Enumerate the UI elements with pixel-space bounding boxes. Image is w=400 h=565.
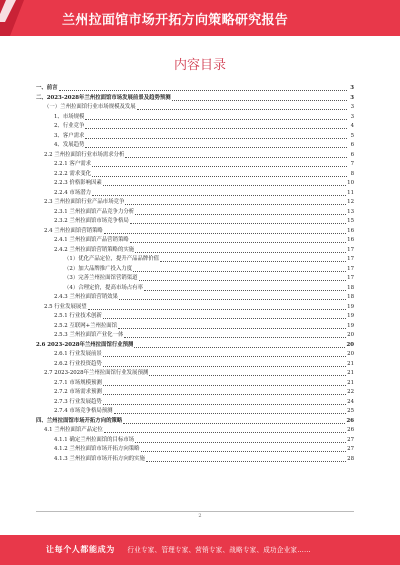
toc-entry[interactable] <box>36 379 354 389</box>
toc-entry[interactable] <box>36 265 354 275</box>
toc-leader-dots <box>104 233 346 234</box>
toc-entry-page: 3 <box>350 85 354 91</box>
toc-leader-dots <box>125 204 346 205</box>
toc-entry[interactable] <box>36 341 354 351</box>
toc-entry-title: 2.2.2 需求变化 <box>54 170 91 177</box>
toc-entry-title: 二、2023-2028年兰州拉面馆市场发展前景及趋势预测 <box>36 94 171 101</box>
toc-leader-dots <box>85 128 347 129</box>
toc-entry-title: 2.3.1 兰州拉面馆产品竞争力分析 <box>54 208 135 215</box>
toc-leader-dots <box>141 451 347 452</box>
toc-leader-dots <box>59 90 347 91</box>
toc-entry-page: 21 <box>347 379 354 386</box>
toc-leader-dots <box>92 176 347 177</box>
toc-entry-title: 2.5.3 兰州拉面馆产业化一体 <box>54 332 124 338</box>
toc-entry-page: 20 <box>347 351 354 357</box>
toc-entry-title: 2.2 兰州拉面馆行业市场需求分析 <box>44 151 125 158</box>
toc-leader-dots <box>123 423 345 424</box>
toc-entry-page: 17 <box>347 265 354 272</box>
page-number: 2 <box>198 513 202 519</box>
toc-entry-title: 2.4.1 兰州拉面馆产品营销策略 <box>54 237 129 243</box>
toc-leader-dots <box>130 223 346 224</box>
toc-entry-page: 17 <box>347 256 354 262</box>
toc-entry-page: 20 <box>347 332 354 338</box>
toc-entry[interactable] <box>36 322 354 332</box>
toc-entry-title: （4）合理定价，提高市场占有率 <box>64 284 143 291</box>
toc-leader-dots <box>139 280 347 281</box>
toc-entry-title: 4、发展趋势 <box>54 142 85 148</box>
toc-entry-title: 2.4 兰州拉面馆营销策略 <box>44 227 103 234</box>
toc-entry-title: 2.6.2 行业投资趋势 <box>54 360 102 367</box>
toc-entry-title: 2.6 2023-2028年兰州拉面馆行业预测 <box>36 341 134 348</box>
toc-entry-title: 3、客户需求 <box>54 132 85 139</box>
toc-leader-dots <box>144 290 346 291</box>
toc-entry-page: 16 <box>347 237 354 243</box>
footer-lead: 让每个人都能成为 <box>46 545 115 554</box>
toc-entry[interactable] <box>36 360 354 370</box>
toc-entry[interactable] <box>36 445 354 455</box>
toc-leader-dots <box>85 138 347 139</box>
report-title: 兰州拉面馆市场开拓方向策略研究报告 <box>62 13 289 28</box>
toc-entry[interactable] <box>36 274 354 284</box>
toc-entry-page: 17 <box>347 246 354 253</box>
toc-entry-page: 16 <box>347 227 354 234</box>
toc-entry-page: 21 <box>347 360 354 367</box>
toc-leader-dots <box>88 309 347 310</box>
toc-leader-dots <box>103 394 346 395</box>
toc-entry-page: 3 <box>350 113 354 120</box>
toc-entry[interactable] <box>36 350 354 360</box>
toc-entry[interactable] <box>36 84 354 94</box>
toc-entry-page: 18 <box>347 294 354 300</box>
toc-entry[interactable] <box>36 246 354 256</box>
toc-entry[interactable] <box>36 103 354 113</box>
toc-entry-title: 一、前言 <box>36 85 58 91</box>
toc-entry-title: 2.5 行业发展展望 <box>44 303 87 310</box>
toc-entry-page: 26 <box>346 417 354 424</box>
toc-entry-title: 2.7.1 市场规模预测 <box>54 379 102 386</box>
toc-leader-dots <box>160 261 346 262</box>
toc-entry[interactable] <box>36 160 354 170</box>
toc-leader-dots <box>119 299 346 300</box>
toc-entry-title: （2）加大品牌推广投入力度 <box>64 265 133 272</box>
toc-entry-page: 21 <box>347 370 354 376</box>
toc-entry-page: 6 <box>350 151 354 158</box>
table-of-contents <box>36 84 354 464</box>
toc-leader-dots <box>85 119 347 120</box>
toc-entry[interactable] <box>36 388 354 398</box>
toc-leader-dots <box>114 413 347 414</box>
corner-decoration-icon <box>0 0 34 36</box>
toc-entry[interactable] <box>36 436 354 446</box>
toc-entry[interactable] <box>36 312 354 322</box>
toc-entry-page: 22 <box>347 389 354 395</box>
toc-entry[interactable] <box>36 179 354 189</box>
toc-entry-title: 四、兰州拉面馆市场开拓方向的策略 <box>36 417 123 424</box>
toc-entry-title: 2.3.2 兰州拉面馆市场竞争格局 <box>54 218 129 224</box>
toc-entry[interactable] <box>36 303 354 313</box>
toc-leader-dots <box>103 385 346 386</box>
toc-entry[interactable] <box>36 198 354 208</box>
toc-entry[interactable] <box>36 113 354 123</box>
toc-entry-page: 27 <box>347 446 354 452</box>
toc-leader-dots <box>103 318 346 319</box>
toc-entry-title: 2.7.3 行业发展趋势 <box>54 398 102 405</box>
toc-entry[interactable] <box>36 208 354 218</box>
toc-entry-title: 2.4.3 兰州拉面馆营销效果 <box>54 294 118 300</box>
toc-entry-title: 2.5.2 互联网+兰州拉面馆 <box>54 322 118 329</box>
toc-entry[interactable] <box>36 284 354 294</box>
toc-leader-dots <box>149 375 346 376</box>
toc-entry-page: 26 <box>347 427 354 433</box>
toc-entry[interactable] <box>36 141 354 151</box>
toc-leader-dots <box>135 214 346 215</box>
toc-leader-dots <box>135 252 346 253</box>
toc-entry-page: 4 <box>350 123 354 129</box>
toc-entry-title: 2.7.4 市场竞争格局预测 <box>54 408 113 414</box>
toc-leader-dots <box>103 366 346 367</box>
toc-leader-dots <box>134 347 345 348</box>
toc-entry-title: 4.1 兰州拉面馆产品定位 <box>44 427 103 433</box>
toc-entry[interactable] <box>36 426 354 436</box>
toc-leader-dots <box>92 166 347 167</box>
toc-entry-title: 2.4.2 兰州拉面馆营销策略的实施 <box>54 246 135 253</box>
toc-entry-title: 2.3 兰州拉面馆行业产品市场竞争 <box>44 199 125 205</box>
toc-entry[interactable] <box>36 94 354 104</box>
toc-entry-page: 17 <box>347 275 354 281</box>
toc-entry-title: （一）兰州拉面馆行业市场规模及发展 <box>44 104 136 110</box>
toc-entry-page: 10 <box>347 180 354 186</box>
toc-leader-dots <box>146 461 346 462</box>
footer-banner <box>0 535 400 565</box>
toc-entry[interactable] <box>36 417 354 427</box>
toc-entry-title: 2.7.2 市场需求预测 <box>54 389 102 395</box>
toc-entry-page: 20 <box>346 341 354 348</box>
toc-leader-dots <box>85 147 347 148</box>
toc-entry-title: 2.2.3 价格影响因素 <box>54 180 102 186</box>
toc-entry-page: 18 <box>347 284 354 291</box>
toc-entry-title: 2、行业竞争 <box>54 123 85 129</box>
header-banner <box>0 0 400 36</box>
toc-entry[interactable] <box>36 407 354 417</box>
toc-leader-dots <box>124 337 346 338</box>
toc-entry-page: 7 <box>350 161 354 167</box>
toc-leader-dots <box>118 328 346 329</box>
toc-entry-page: 19 <box>347 313 354 319</box>
toc-entry-page: 5 <box>350 132 354 139</box>
toc-entry-title: 4.1.2 兰州拉面馆市场开拓方向策略 <box>54 446 140 452</box>
toc-leader-dots <box>92 195 346 196</box>
toc-leader-dots <box>104 432 346 433</box>
footer-rest: 行业专家、管理专家、营销专家、战略专家、成功企业家…… <box>127 546 311 554</box>
toc-entry-page: 19 <box>347 322 354 329</box>
toc-entry-title: 2.5.1 行业技术创新 <box>54 313 102 319</box>
toc-entry[interactable] <box>36 236 354 246</box>
toc-leader-dots <box>125 157 347 158</box>
toc-entry-page: 12 <box>347 199 354 205</box>
toc-entry-page: 6 <box>350 142 354 148</box>
toc-leader-dots <box>103 356 346 357</box>
toc-leader-dots <box>103 185 346 186</box>
toc-entry[interactable] <box>36 122 354 132</box>
toc-entry-page: 24 <box>347 398 354 405</box>
toc-entry-page: 3 <box>350 104 354 110</box>
toc-entry-page: 19 <box>347 303 354 310</box>
toc-entry-title: （3）完善兰州拉面馆营销渠道 <box>64 275 138 281</box>
toc-entry-title: 2.2.1 客户需求 <box>54 161 91 167</box>
toc-entry-page: 13 <box>347 208 354 215</box>
footer-slogan <box>46 544 311 555</box>
toc-entry-page: 3 <box>350 94 354 101</box>
toc-entry-title: 1、市场规模 <box>54 113 85 120</box>
toc-entry[interactable] <box>36 293 354 303</box>
toc-entry[interactable] <box>36 170 354 180</box>
toc-leader-dots <box>137 109 347 110</box>
toc-entry-title: 4.1.1 确定兰州拉面馆的目标市场 <box>54 436 135 443</box>
toc-entry[interactable] <box>36 217 354 227</box>
toc-entry-page: 27 <box>347 436 354 443</box>
toc-entry[interactable] <box>36 189 354 199</box>
toc-entry[interactable] <box>36 132 354 142</box>
toc-entry[interactable] <box>36 455 354 465</box>
toc-leader-dots <box>135 442 346 443</box>
toc-entry-title: 4.1.3 兰州拉面馆市场开拓方向的实施 <box>54 455 145 462</box>
toc-leader-dots <box>103 404 346 405</box>
footer-divider <box>36 511 354 512</box>
toc-entry-page: 11 <box>347 189 354 196</box>
toc-leader-dots <box>172 100 347 101</box>
toc-entry[interactable] <box>36 398 354 408</box>
toc-entry[interactable] <box>36 331 354 341</box>
toc-entry[interactable] <box>36 151 354 161</box>
toc-entry-page: 28 <box>347 455 354 462</box>
toc-entry-title: 2.7 2023-2028年兰州拉面馆行业发展预测 <box>44 370 149 376</box>
toc-entry-title: 2.6.1 行业发展前景 <box>54 351 102 357</box>
toc-leader-dots <box>130 242 346 243</box>
toc-entry-title: （1）优化产品定位，提升产品品牌价值 <box>64 256 160 262</box>
toc-entry[interactable] <box>36 369 354 379</box>
toc-entry[interactable] <box>36 255 354 265</box>
toc-entry-title: 2.2.4 市场潜力 <box>54 189 91 196</box>
toc-leader-dots <box>133 271 346 272</box>
toc-entry-page: 8 <box>350 170 354 177</box>
toc-entry-page: 25 <box>347 408 354 414</box>
toc-entry[interactable] <box>36 227 354 237</box>
toc-entry-page: 15 <box>347 218 354 224</box>
toc-heading: 内容目录 <box>173 58 226 73</box>
